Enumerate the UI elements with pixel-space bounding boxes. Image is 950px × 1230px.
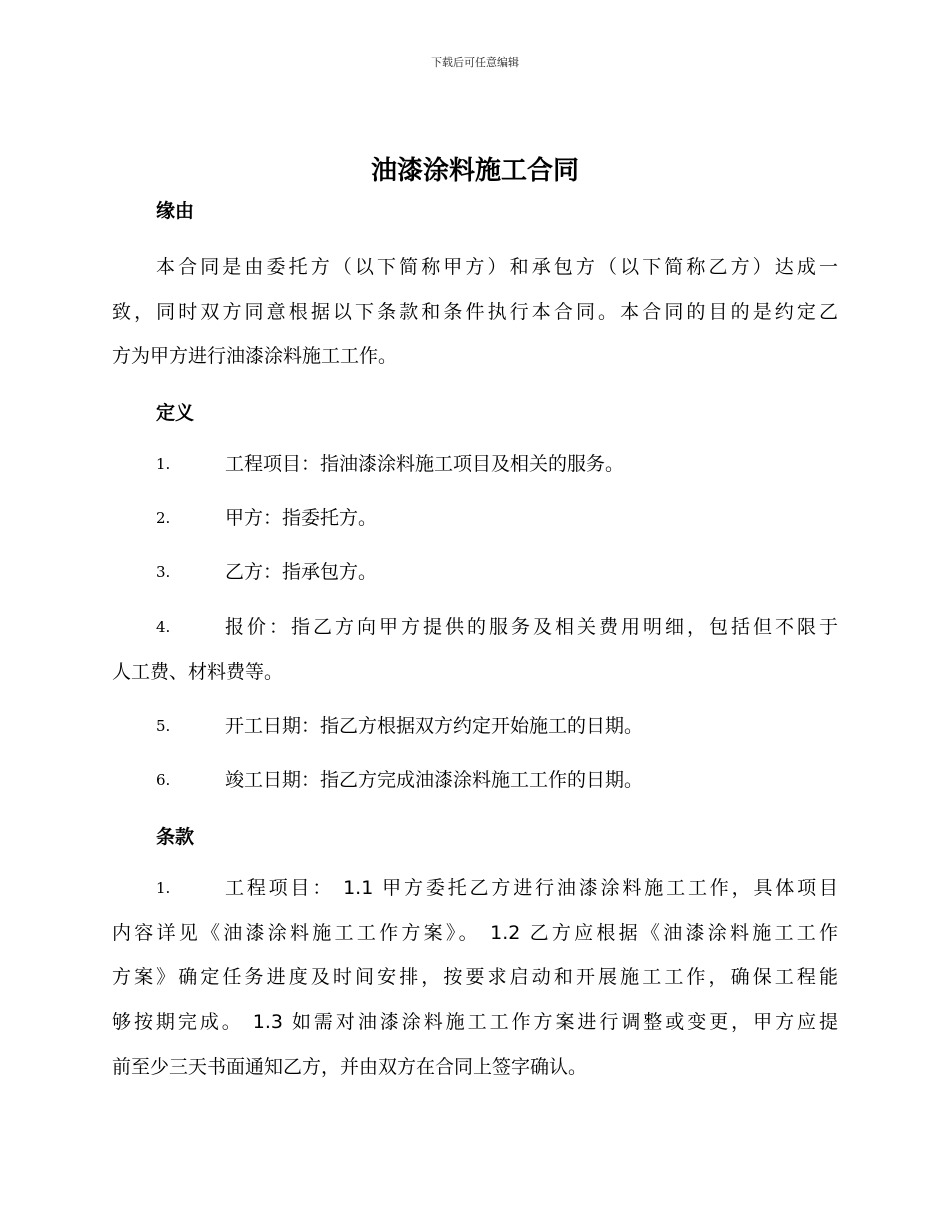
definition-item-number: 6.: [156, 771, 171, 789]
definition-item-text: 开工日期：指乙方根据双方约定开始施工的日期。: [225, 715, 644, 737]
definition-item-1: [112, 442, 838, 487]
terms-item-text-continued: 前至少三天书面通知乙方，并由双方在合同上签字确认。: [112, 1055, 588, 1078]
definition-item-4: [112, 605, 838, 694]
section-heading-definitions: 定义: [156, 402, 195, 424]
definition-item-number: 5.: [156, 717, 171, 735]
document-title: 油漆涂料施工合同: [370, 156, 579, 186]
definition-item-5: [112, 704, 838, 749]
definition-item-text: 乙方：指承包方。: [225, 561, 378, 583]
definition-item-text: 报价：指乙方向甲方提供的服务及相关费用明细，包括但不限于: [225, 616, 838, 638]
definition-item-text-continued: 人工费、材料费等。: [112, 660, 284, 683]
definition-item-6: [112, 758, 838, 803]
definition-item-number: 3.: [156, 563, 171, 581]
definition-item-number: 4.: [156, 618, 171, 636]
terms-item-number: 1.: [156, 879, 171, 897]
terms-item-1: [112, 866, 838, 1090]
terms-item-text-continued: 够按期完成。 1.3 如需对油漆涂料施工工作方案进行调整或变更，甲方应提: [112, 1011, 838, 1034]
terms-item-text: 工程项目： 1.1 甲方委托乙方进行油漆涂料施工工作，具体项目: [225, 877, 838, 899]
reason-line-2: 致，同时双方同意根据以下条款和条件执行本合同。本合同的目的是约定乙: [112, 300, 838, 323]
definition-item-text: 竣工日期：指乙方完成油漆涂料施工工作的日期。: [225, 769, 644, 791]
terms-item-text-continued: 方案》确定任务进度及时间安排，按要求启动和开展施工工作，确保工程能: [112, 966, 838, 989]
terms-item-text-continued: 内容详见《油漆涂料施工工作方案》。 1.2 乙方应根据《油漆涂料施工工作: [112, 921, 838, 944]
reason-line-1: 本合同是由委托方（以下简称甲方）和承包方（以下简称乙方）达成一: [156, 256, 838, 278]
definition-item-number: 1.: [156, 455, 171, 473]
section-heading-terms: 条款: [156, 826, 195, 848]
definition-item-text: 甲方：指委托方。: [225, 507, 378, 529]
header-note: 下载后可任意编辑: [431, 56, 519, 69]
definition-item-text: 工程项目：指油漆涂料施工项目及相关的服务。: [225, 453, 625, 475]
reason-line-3: 方为甲方进行油漆涂料施工工作。: [112, 345, 398, 368]
section-heading-reason: 缘由: [156, 200, 195, 222]
definition-item-3: [112, 550, 838, 595]
definition-item-2: [112, 496, 838, 541]
reason-paragraph: [112, 245, 838, 379]
definition-item-number: 2.: [156, 509, 171, 527]
